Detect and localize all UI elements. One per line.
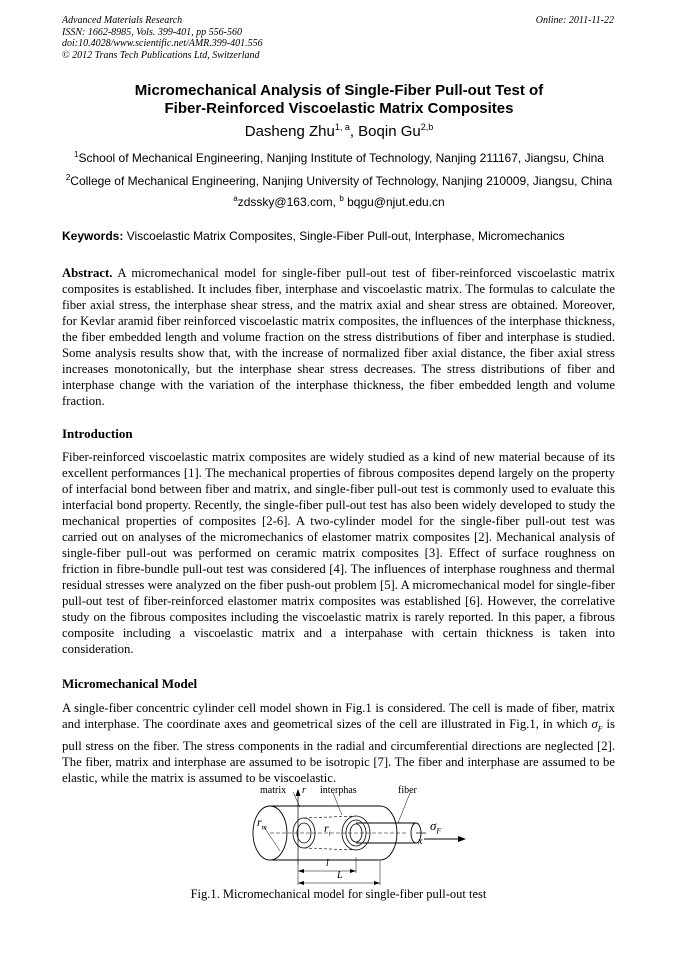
introduction-text: Fiber-reinforced viscoelastic matrix composites are widely studied as a kind of new material because of its excellent performances [1]. The mechanical properties of fibrous composites depend largely on the property of interfacial bond between fiber and matrix, and single-fiber pull-out test is commonly used to evaluate this interfacial bond property. Recently, the single-fiber pull-out test has also been widely developed to study the mechanical properties of composites [2-6]. A two-cylinder model for the single-fiber pull-out test was carried out on analyses of the micromechanics of elastomer matrix composites [2]. Mechanical analysis of single-fiber pull-out was performed on ceramic matrix composites [3]. Effect of surface roughness on friction in fibre-bundle pull-out test was considered [4]. The influences of interphase roughness and thermal residual stresses were analyzed on the fiber push-out problem [5]. A micromechanical model for single-fiber pull-out test of fiber-reinforced elastomer matrix composites was established [6]. However, the correlative study on the fibrous composites including the viscoelastic matrix is rarely reported. In this paper, a fibrous composite including a viscoelastic matrix and a interpahase with certain thickness is taken into consideration. (62, 450, 615, 656)
author-2: Boqin Gu (358, 123, 421, 140)
dim-l-arrow-right (350, 869, 356, 873)
model-text-part-1: A single-fiber concentric cylinder cell model shown in Fig.1 is considered. The cell is made of fiber, matrix and interphase. The coordinate axes and geometrical sizes of the cell are illustrated in Fig.1, in which (62, 701, 615, 731)
dim-l-arrow-left (298, 869, 304, 873)
leader-fiber (398, 793, 410, 823)
label-L: L (337, 870, 343, 881)
label-interphase: interphas (320, 785, 357, 796)
journal-name: Advanced Materials Research (62, 15, 183, 26)
interphase-top-dashed (304, 816, 356, 818)
online-date: Online: 2011-11-22 (535, 15, 614, 26)
abstract-text: A micromechanical model for single-fiber pull-out test of fiber-reinforced viscoelastic matrix composites is established. It includes fiber, interphase and viscoelastic matrix. The formulas to calculate the fiber axial stress, the interphase shear stress, and the matrix axial and shear stress are obtained. Moreover, for Kevlar aramid fiber reinforced viscoelastic matrix composites, the influences of the interphase thickness, the fiber embedded length and volume fraction on the stress distributions of fiber and interphase is studied. Some analysis results show that, with the increase of normalized fiber axial distance, the fiber axial stress increases monotonically, but the interphase shear stress decreases. The stress distributions of fiber and interphase change with the variation of the interphase thickness, the fiber embedded length and volume fraction. (62, 266, 615, 408)
title-line-2: Fiber-Reinforced Viscoelastic Matrix Composites (164, 100, 514, 117)
model-heading: Micromechanical Model (62, 676, 198, 691)
cylinder-model-diagram (238, 785, 478, 890)
label-ri: $r_i$ (324, 821, 331, 838)
dim-L-arrow-left (298, 881, 304, 885)
sigma-symbol: σ (591, 717, 598, 731)
keywords-text: Viscoelastic Matrix Composites, Single-Fiber Pull-out, Interphase, Micromechanics (126, 229, 565, 243)
author-emails (40, 194, 638, 209)
author-list (40, 122, 638, 140)
doi-line: doi:10.4028/www.scientific.net/AMR.399-401.556 (62, 38, 263, 49)
pull-force-arrowhead (458, 836, 466, 842)
journal-header (62, 15, 622, 61)
r-axis-arrow (296, 789, 301, 796)
abstract-label: Abstract. (62, 266, 113, 280)
email-b: bqgu@njut.edu.cn (343, 195, 445, 209)
label-x-axis: x (418, 836, 423, 847)
figure-1 (238, 785, 478, 890)
model-text-part-2: is pull stress on the fiber. The stress components in the radial and circumferential directions are neglected [2]. The fiber, matrix and interphase are assumed to be isotropic [7]. The fiber and interphase are assumed to be elastic, while the matrix is assumed to be viscoelastic. (62, 717, 615, 785)
dim-L-arrow-right (374, 881, 380, 885)
label-rm: $r_m$ (257, 815, 267, 832)
paper-title (40, 82, 638, 118)
abstract (62, 265, 615, 409)
email-a-marker: a (233, 194, 238, 203)
email-b-marker: b (339, 194, 344, 203)
affiliation-2 (40, 173, 638, 188)
label-r-axis: r (302, 785, 306, 796)
label-sigma-f: $\sigma_F$ (430, 818, 442, 836)
author-2-affil: 2,b (420, 122, 434, 132)
copyright-line: © 2012 Trans Tech Publications Ltd, Switzerland (62, 49, 260, 61)
affiliation-2-text: College of Mechanical Engineering, Nanjing University of Technology, Nanjing 210009, Jiangsu, China (70, 174, 613, 188)
keywords-label: Keywords: (62, 229, 124, 243)
label-matrix: matrix (260, 785, 287, 796)
label-fiber: fiber (398, 785, 417, 796)
model-text (62, 700, 615, 786)
affiliation-1-text: School of Mechanical Engineering, Nanjing Institute of Technology, Nanjing 211167, Jiangsu, China (78, 151, 604, 165)
matrix-far-end (380, 806, 397, 860)
label-l: l (326, 858, 329, 869)
affiliation-2-marker: 2 (65, 173, 71, 182)
title-line-1: Micromechanical Analysis of Single-Fiber Pull-out Test of (134, 82, 544, 99)
affiliation-1 (40, 150, 638, 165)
affiliation-1-marker: 1 (74, 150, 79, 159)
author-1-affil: 1, a (334, 122, 350, 132)
keywords (62, 229, 622, 243)
leader-interphase (333, 793, 342, 815)
sigma-subscript: F (597, 724, 603, 734)
author-1: Dasheng Zhu (244, 123, 335, 140)
interphase-bottom-dashed (304, 848, 356, 850)
figure-1-caption: Fig.1. Micromechanical model for single-fiber pull-out test (190, 887, 487, 901)
introduction-heading: Introduction (62, 426, 133, 441)
issn-line: ISSN: 1662-8985, Vols. 399-401, pp 556-560 (62, 26, 242, 38)
email-a: zdssky@163.com, (237, 195, 340, 209)
author-separator: , (349, 123, 359, 140)
